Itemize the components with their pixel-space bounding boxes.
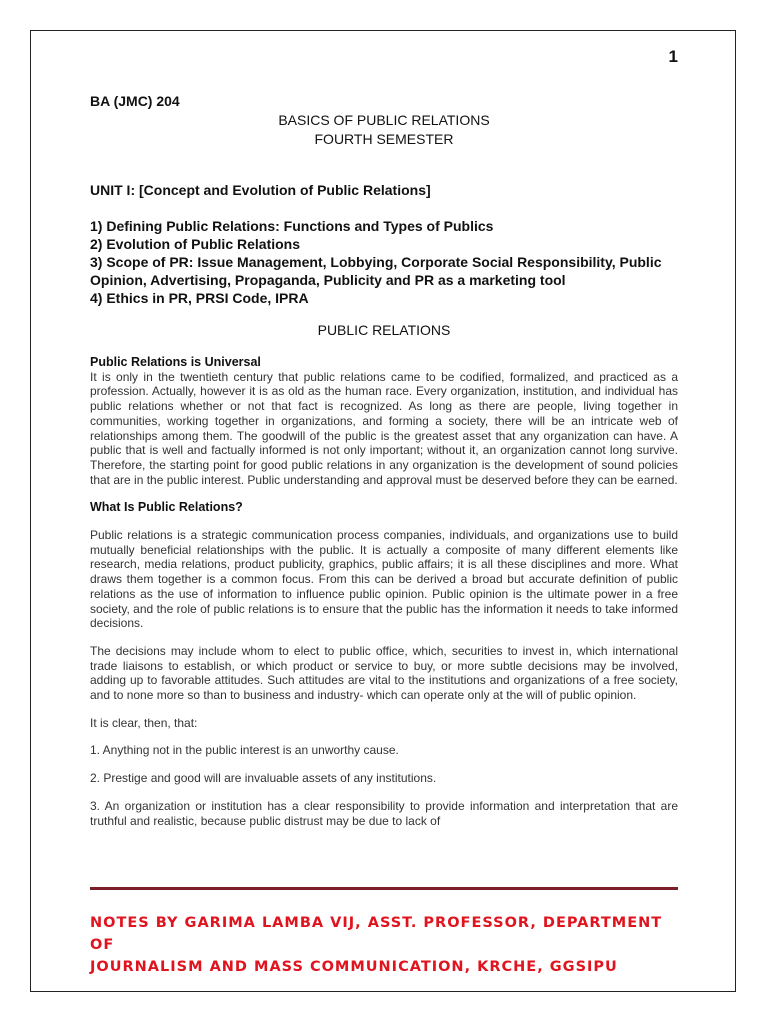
topic-item: 2) Evolution of Public Relations [90,236,301,252]
footer-divider [90,887,678,890]
list-point-1: 1. Anything not in the public interest is an unworthy cause. [90,743,399,758]
footer-line-1: NOTES BY GARIMA LAMBA VIJ, ASST. PROFESSOR, DEPARTMENT OF [90,915,663,953]
paragraph-what-is-1: Public relations is a strategic communication process companies, individuals, and organizations use to build mutually beneficial relationships with the public. It is actually a composite of many different elements like research, media relations, product publicity, graphics, public affairs; it is all these disciplines and more. What draws them together is a common focus. From this can be derived a broad but accurate definition of public relations as the use of information to influence public opinion. Public opinion is the ultimate power in a free society, and the role of public relations is to ensure that the public has the information it needs to take informed decisions. [90,528,678,631]
paragraph-intro: It is clear, then, that: [90,715,198,730]
course-code: BA (JMC) 204 [90,93,180,109]
page-number: 1 [668,47,678,66]
footer-notes [90,912,690,978]
list-point-3: 3. An organization or institution has a clear responsibility to provide information and interpretation that are truthful and realistic, because public distrust may be due to lack of [90,798,678,828]
topic-item: 4) Ethics in PR, PRSI Code, IPRA [90,290,309,306]
list-point-2: 2. Prestige and good will are invaluable assets of any institutions. [90,771,437,786]
footer-line-2: JOURNALISM AND MASS COMMUNICATION, KRCHE, GGSIPU [90,959,618,975]
title-line-1: BASICS OF PUBLIC RELATIONS [278,112,490,128]
document-body [90,355,678,828]
subheading-what-is: What Is Public Relations? [90,500,243,515]
title-line-2: FOURTH SEMESTER [314,131,454,147]
unit-block [90,181,690,307]
paragraph-what-is-2: The decisions may include whom to elect to public office, which, securities to invest in, which international trade liaisons to establish, or which product or service to buy, or more subtle decisions may be involved, adding up to favorable attitudes. Such attitudes are vital to the institutions and organizations of a free society, and to none more so than to business and industry- which can operate only at the will of public opinion. [90,643,678,703]
section-heading: PUBLIC RELATIONS [317,322,451,338]
paragraph-universal: It is only in the twentieth century that public relations came to be codified, formalized, and practiced as a profession. Actually, however it is as old as the human race. Every organization, institution, and individual has public relations whether or not that fact is recognized. As long as there are people, living together in communities, working together in organizations, and forming a society, there will be an intricate web of relationships among them. The goodwill of the public is the greatest asset that any organization can have. A public that is well and factually informed is not only important; without it, an organization cannot long survive. Therefore, the starting point for good public relations in any organization is the development of sound policies that are in the public interest. Public understanding and approval must be deserved before they can be earned. [90,369,678,487]
topic-item: 1) Defining Public Relations: Functions and Types of Publics [90,218,494,234]
header-block [90,93,678,109]
document-title [90,111,678,149]
topic-item: 3) Scope of PR: Issue Management, Lobbying, Corporate Social Responsibility, Public Opinion, Advertising, Propaganda, Publicity and PR as a marketing tool [90,254,662,288]
subheading-universal: Public Relations is Universal [90,355,261,369]
unit-title: UNIT I: [Concept and Evolution of Public Relations] [90,182,431,198]
